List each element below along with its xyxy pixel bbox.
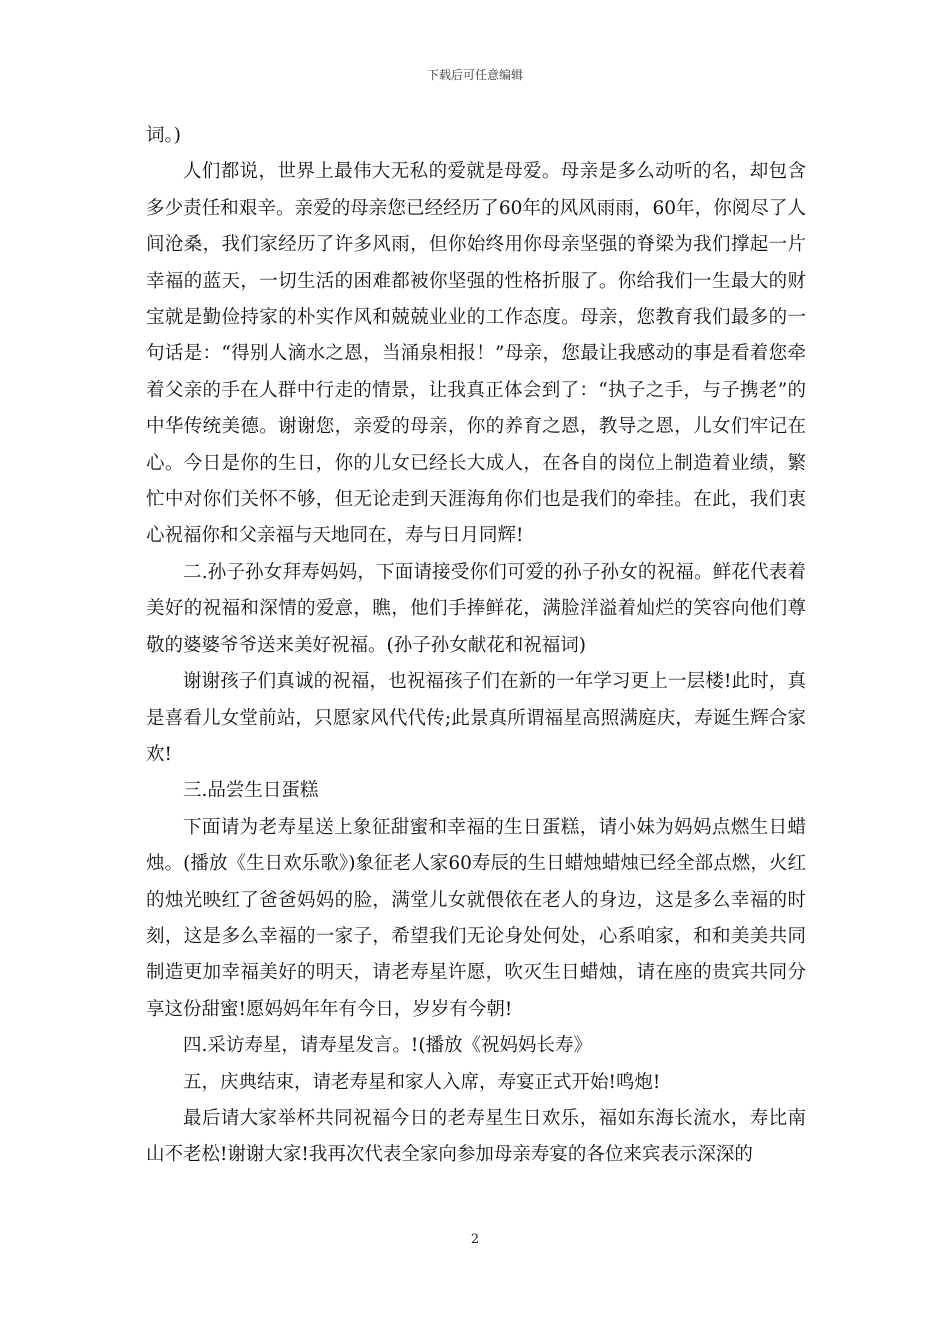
document-body — [146, 118, 806, 1174]
paragraph-birthday-cake: 下面请为老寿星送上象征甜蜜和幸福的生日蛋糕，请小妹为妈妈点燃生日蜡烛。(播放《生日欢乐歌》)象征老人家60寿辰的生日蜡烛蜡烛已经全部点燃，火红的烛光映红了爸爸妈妈的脸，满堂儿女就偎依在老人的身边，这是多么幸福的时刻，这是多么幸福的一家子，希望我们无论身处何处，心系咱家，和和美美共同制造更加幸福美好的明天，请老寿星许愿，吹灭生日蜡烛，请在座的贵宾共同分享这份甜蜜!愿妈妈年年有今日，岁岁有今朝! — [146, 816, 806, 1020]
paragraph-continuation: 词。) — [146, 125, 181, 146]
paragraph-section-four: 四.采访寿星，请寿星发言。!(播放《祝妈妈长寿》 — [183, 1035, 593, 1057]
section-heading-three: 三.品尝生日蛋糕 — [183, 780, 319, 802]
paragraph-section-five: 五，庆典结束，请老寿星和家人入席，寿宴正式开始!鸣炮! — [183, 1071, 661, 1093]
paragraph-mother-tribute: 人们都说，世界上最伟大无私的爱就是母爱。母亲是多么动听的名，却包含多少责任和艰辛。亲爱的母亲您已经经历了60年的风风雨雨，60年，你阅尽了人间沧桑，我们家经历了许多风雨，但你始终用你母亲坚强的脊梁为我们撑起一片幸福的蓝天，一切生活的困难都被你坚强的性格折服了。你给我们一生最大的财宝就是勤俭持家的朴实作风和兢兢业业的工作态度。母亲，您教育我们最多的一句话是：“得别人滴水之恩，当涌泉相报！”母亲，您最让我感动的事是看着您牵着父亲的手在人群中行走的情景，让我真正体会到了：“执子之手，与子携老”的中华传统美德。谢谢您，亲爱的母亲，你的养育之恩，教导之恩，儿女们牢记在心。今日是你的生日，你的儿女已经长大成人，在各自的岗位上制造着业绩，繁忙中对你们关怀不够，但无论走到天涯海角你们也是我们的牵挂。在此，我们衷心祝福你和父亲福与天地同在，寿与日月同辉! — [146, 161, 806, 547]
page-header: 下载后可任意编辑 — [426, 68, 523, 82]
paragraph-thanks-children: 谢谢孩子们真诚的祝福，也祝福孩子们在新的一年学习更上一层楼!此时，真是喜看儿女堂前站，只愿家风代代传;此景真所谓福星高照满庭庆，寿诞生辉合家欢! — [146, 671, 806, 765]
paragraph-section-two: 二.孙子孙女拜寿妈妈，下面请接受你们可爱的孙子孙女的祝福。鲜花代表着美好的祝福和深情的爱意，瞧，他们手捧鲜花，满脸洋溢着灿烂的笑容向他们尊敬的婆婆爷爷送来美好祝福。(孙子孙女献花和祝福词) — [146, 561, 806, 656]
paragraph-closing-toast: 最后请大家举杯共同祝福今日的老寿星生日欢乐，福如东海长流水，寿比南山不老松!谢谢大家!我再次代表全家向参加母亲寿宴的各位来宾表示深深的 — [146, 1107, 806, 1166]
page-number: 2 — [470, 1232, 480, 1247]
